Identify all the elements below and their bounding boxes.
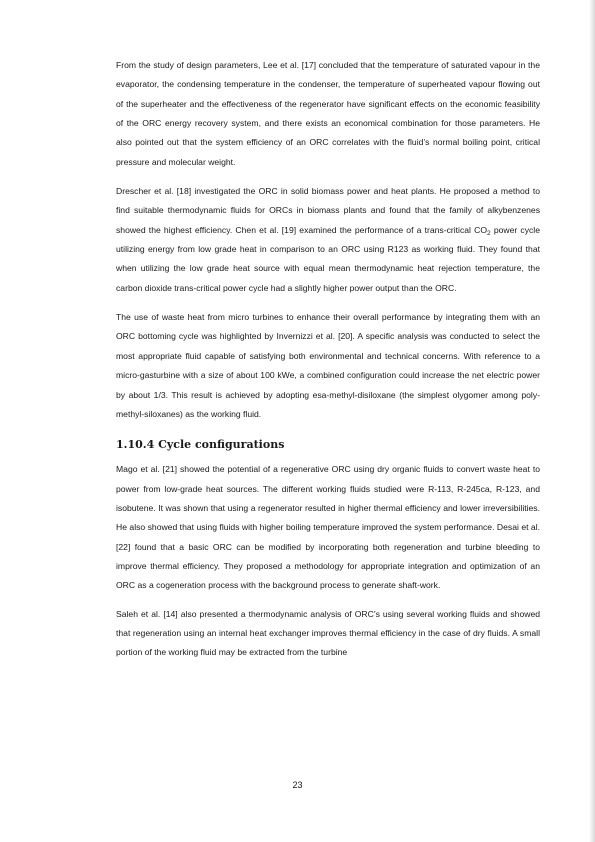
- paragraph-saleh: Saleh et al. [14] also presented a thermodynamic analysis of ORC’s using several working fluids and showed that regeneration using an internal heat exchanger improves thermal efficiency in the case of dry fluids. A small portion of the working fluid may be extracted from the turbine: [116, 608, 540, 658]
- paragraph-mago-desai: Mago et al. [21] showed the potential of a regenerative ORC using dry organic fluids to convert waste heat to power from low-grade heat sources. The different working fluids studied were R-113, R-245ca, R-123, and isobutene. It was shown that using a regenerator resulted in higher thermal efficiency and lower irreversibilities. He also showed that using fluids with higher boiling temperature improved the system performance. Desai et al. [22] found that a basic ORC can be modified by incorporating both regeneration and turbine bleeding to improve thermal efficiency. They proposed a methodology for appropriate integration and optimization of an ORC as a cogeneration process with the background process to generate shaft-work.: [116, 464, 540, 591]
- paragraph-drescher-chen: [116, 182, 540, 298]
- paragraph-text: Drescher et al. [18] investigated the ORC in solid biomass power and heat plants. He proposed a method to find suitable thermodynamic fluids for ORCs in biomass plants and found that the family of alkybenzenes showed the highest efficiency. Chen et al. [19] examined the performance of a trans-critical CO: [116, 186, 540, 235]
- paragraph-text: power cycle utilizing energy from low grade heat in comparison to an ORC using R123 as working fluid. They found that when utilizing the low grade heat source with equal mean thermodynamic heat rejection temperature, the carbon dioxide trans-critical power cycle had a slightly higher power output than the ORC.: [116, 224, 540, 293]
- section-heading: 1.10.4 Cycle configurations: [116, 438, 285, 452]
- page-number: 23: [292, 780, 303, 790]
- paragraph-lee: From the study of design parameters, Lee et al. [17] concluded that the temperature of saturated vapour in the evaporator, the condensing temperature in the condenser, the temperature of superheated vapour flowing out of the superheater and the effectiveness of the regenerator have significant effects on the economic feasibility of the ORC energy recovery system, and there exists an economical combination for those parameters. He also pointed out that the system efficiency of an ORC correlates with the fluid’s normal boiling point, critical pressure and molecular weight.: [116, 60, 540, 167]
- page-edge-shadow: [589, 0, 595, 842]
- subscript: 2: [487, 229, 491, 237]
- page-body: [116, 56, 540, 673]
- paragraph-invernizzi: The use of waste heat from micro turbines to enhance their overall performance by integrating them with an ORC bottoming cycle was highlighted by Invernizzi et al. [20]. A specific analysis was conducted to select the most appropriate fluid capable of satisfying both environmental and technical concerns. With reference to a micro-gasturbine with a size of about 100 kWe, a combined configuration could increase the net electric power by about 1/3. This result is achieved by adopting esa-methyl-disiloxane (the simplest olygomer among poly-methyl-siloxanes) as the working fluid.: [116, 312, 540, 419]
